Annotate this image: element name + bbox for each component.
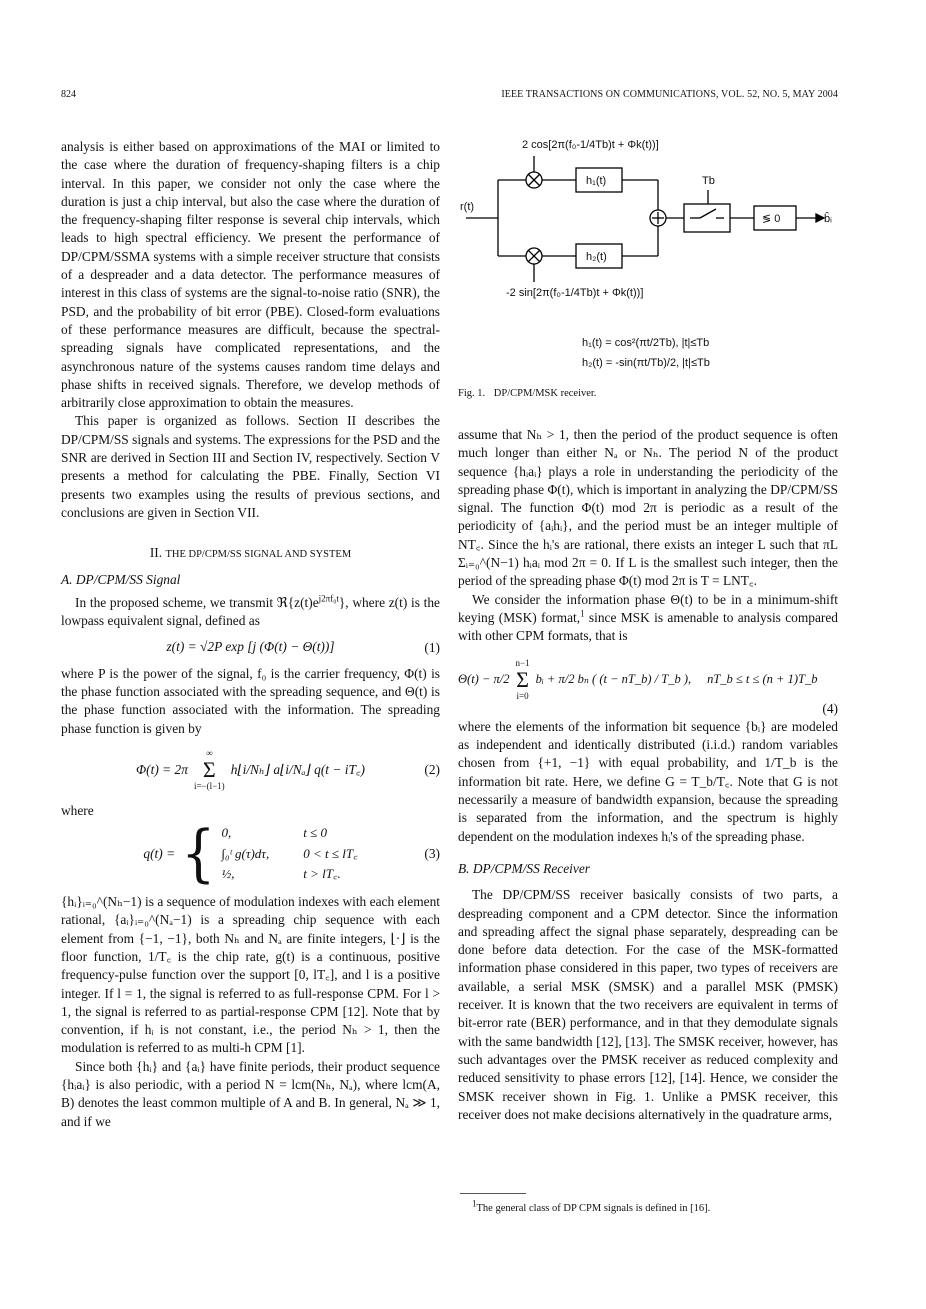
lower-carrier-label: -2 sin[2π(f₀-1/4Tb)t + Φk(t))] bbox=[506, 287, 644, 299]
piecewise-cases bbox=[221, 824, 357, 883]
tb-label: Tb bbox=[702, 175, 715, 187]
running-header: IEEE TRANSACTIONS ON COMMUNICATIONS, VOL. 52, NO. 5, MAY 2004 bbox=[501, 89, 838, 100]
output-label: b̂ᵢ bbox=[824, 213, 832, 225]
text: We consider the information phase Θ(t) to be in a minimum-shift keying (MSK) format, bbox=[458, 591, 838, 625]
page-number: 824 bbox=[61, 89, 76, 100]
section-number: II. bbox=[149, 545, 163, 561]
footnote bbox=[472, 1198, 711, 1214]
figure-caption bbox=[458, 388, 596, 399]
section-heading bbox=[61, 544, 440, 564]
paragraph: assume that Nₕ > 1, then the period of the product sequence is often much longer than either Nₐ or Nₕ. The period N of the product sequence {hᵢaᵢ} plays a role in understanding the periodicity of the spreading phase Φ(t), which is important in analyzing the DP/CPM/SS signal. The function Φ(t) mod 2π is periodic as a result of the periodicity of {aᵢhᵢ}, and the period must be an integer multiple of NT꜀. Since the hᵢ's are rational, there exists an integer L such that πL Σᵢ₌₀^(N−1) hᵢaᵢ mod 2π = 0. If L is the smallest such integer, then the period of the spreading phase Φ(t) mod 2π is T = LNT꜀. bbox=[458, 427, 838, 589]
h1-definition: h₁(t) = cos²(πt/2Tb), |t|≤Tb bbox=[582, 337, 710, 349]
h2-label: h₂(t) bbox=[586, 251, 607, 263]
equation-3 bbox=[61, 816, 440, 890]
footnote-marker: 1 bbox=[580, 608, 585, 619]
case-value: ∫₀ᵗ g(τ)dτ, bbox=[221, 845, 270, 861]
paragraph: The DP/CPM/SS receiver basically consists of two parts, a despreading component and a CPM detector. Since the information and spreading affect the signal phase separately, despreading can be done before data detection. For the case of the MSK-formatted information phase considered in this paper, two types of receivers are available, a serial MSK (SMSK) and a parallel MSK (PMSK) receiver. It is known that the two receivers are equivalent in terms of bit-error rate (BER) performance, and in that they demodulate signals with the same bandwidth [12], [13]. The SMSK receiver, however, has such advantages over the PMSK receiver as reduced complexity and reduced sensitivity to phase errors [12], [14]. Hence, we consider the SMSK receiver shown in Fig. 1. Unlike a PMSK receiver, this receiver does not make decisions alternatively in the quadrature arms, bbox=[458, 887, 838, 1122]
equation-lhs: Φ(t) = 2π bbox=[135, 761, 188, 777]
caption-label: Fig. 1. bbox=[458, 388, 486, 399]
equation-lhs: Θ(t) − π/2 bbox=[458, 672, 510, 687]
case-condition: t > lT꜀. bbox=[303, 865, 341, 881]
equation-middle: bᵢ + π/2 bₙ ( (t − nT_b) / T_b ), bbox=[535, 672, 692, 687]
paragraph bbox=[458, 591, 838, 646]
switch-icon bbox=[700, 209, 716, 218]
h2-definition: h₂(t) = -sin(πt/Tb)/2, |t|≤Tb bbox=[582, 357, 710, 369]
right-column bbox=[458, 426, 838, 1124]
summation bbox=[516, 658, 530, 702]
paragraph: where the elements of the information bit sequence {bᵢ} are modeled as independent and identically distributed (i.i.d.) random variables chosen from {+1, −1} with equal probability, and 1/T_b is the information bit rate. Here, we define G = T_b/T꜀. Note that G is not necessarily a measure of bandwidth expansion, because the spreading is separated from the information, and the spectrum is highly dependent on the modulation indexes hᵢ's of the spreading phase. bbox=[458, 718, 838, 844]
equation-body: z(t) = √2P exp [j (Φ(t) − Θ(t))] bbox=[166, 639, 335, 655]
paragraph: analysis is either based on approximations of the MAI or limited to the case where the duration of frequency-shaping filters is a chip interval. In this paper, we consider not only the case where the duration is just a chip interval, but also the case where the duration of the frequency-shaping filter response is several chip intervals, which leads to high spectral efficiency. We present the performance of DP/CPM/SSMA systems with a simple receiver structure that consists of a despreader and a data detector. The performance measures of interest in this class of systems are the signal-to-noise ratio (SNR), the PSD, and the probability of bit error (PBE). Closed-form evaluations of these performance measures are difficult, because the spectral-spreading signals have complicated representations, and the asynchronous nature of the systems causes random time delays and phase shifts in received signals. Therefore, we develop methods of arbitrarily close approximation to obtain the measures. bbox=[61, 139, 440, 411]
equation-number: (2) bbox=[424, 761, 440, 777]
brace-icon: { bbox=[181, 816, 216, 890]
summation bbox=[194, 748, 225, 792]
paragraph bbox=[61, 594, 440, 631]
case-condition: 0 < t ≤ lT꜀ bbox=[303, 845, 358, 861]
equation-lhs: q(t) = bbox=[143, 845, 176, 861]
footnote-text: The general class of DP CPM signals is defined in [16]. bbox=[476, 1203, 711, 1214]
upper-carrier-label: 2 cos[2π(f₀-1/4Tb)t + Φk(t))] bbox=[522, 139, 659, 151]
paragraph: This paper is organized as follows. Section II describes the DP/CPM/SS signals and systems. The expressions for the PSD and the SNR are derived in Section III and Section IV, respectively. Section V presents a method for calculating the PBE. Finally, Section VI presents two examples using the results of previous sections, and conclusions are given in Section VII. bbox=[61, 413, 440, 520]
exponent: j2πf₀t bbox=[318, 593, 339, 604]
h1-label: h₁(t) bbox=[586, 175, 607, 187]
paragraph: where bbox=[61, 802, 94, 818]
equation-number: (1) bbox=[424, 639, 440, 655]
paragraph: {hᵢ}ᵢ₌₀^(Nₕ−1) is a sequence of modulation indexes with each element rational, {aᵢ}ᵢ₌₀^(Nₐ−1) is a spreading chip sequence with each element from {−1, −1}, both Nₕ and Nₐ are finite integers, ⌊·⌋ is the floor function, 1/T꜀ is the chip rate, g(t) is a continuous, positive frequency-pulse function over the support [0, lT꜀], and l is a positive integer. If l = 1, the signal is referred to as full-response CPM. For l > 1, the signal is referred to as partial-response CPM [12]. Note that by convention, if hᵢ is not constant, i.e., the period Nₕ > 1, then the modulation is referred to as multi-h CPM [1]. bbox=[61, 894, 440, 1056]
equation-1 bbox=[61, 638, 440, 656]
text: In the proposed scheme, we transmit ℜ{z(t)e bbox=[75, 594, 319, 610]
equation-number: (4) bbox=[822, 700, 838, 716]
subsection-heading: B. DP/CPM/SS Receiver bbox=[458, 860, 590, 876]
sum-lower: i=0 bbox=[516, 690, 529, 701]
sigma-icon: Σ bbox=[202, 756, 216, 782]
sum-upper: n−1 bbox=[515, 657, 530, 668]
equation-number: (3) bbox=[424, 845, 440, 861]
case-value: ½, bbox=[221, 865, 235, 881]
equation-condition: nT_b ≤ t ≤ (n + 1)T_b bbox=[707, 672, 818, 687]
input-label: r(t) bbox=[460, 201, 475, 213]
section-title: THE DP/CPM/SS SIGNAL AND SYSTEM bbox=[165, 549, 352, 561]
case-value: 0, bbox=[221, 825, 232, 841]
sum-lower: i=−(l−1) bbox=[193, 780, 225, 791]
receiver-block-diagram bbox=[458, 130, 838, 380]
text: }, where z(t) is the lowpass equivalent signal, defined as bbox=[61, 594, 440, 629]
footnote-divider bbox=[460, 1193, 526, 1194]
equation-4 bbox=[458, 657, 838, 701]
left-column bbox=[61, 138, 440, 1131]
sigma-icon: Σ bbox=[516, 666, 529, 692]
caption-text: DP/CPM/MSK receiver. bbox=[493, 388, 597, 399]
paragraph: where P is the power of the signal, f₀ is the carrier frequency, Φ(t) is the phase function associated with the spreading sequence, and Θ(t) is the phase function associated with the information. The spreading phase function is given by bbox=[61, 665, 440, 736]
case-condition: t ≤ 0 bbox=[303, 825, 327, 841]
sum-upper: ∞ bbox=[206, 747, 213, 758]
text: since MSK is amenable to analysis compared with other CPM formats, that is bbox=[458, 609, 838, 644]
paragraph: Since both {hᵢ} and {aᵢ} have finite periods, their product sequence {hᵢaᵢ} is also periodic, with a period N = lcm(Nₕ, Nₐ), where lcm(A, B) denotes the least common multiple of A and B. In general, Nₐ ≫ 1, and if we bbox=[61, 1058, 440, 1129]
subsection-heading: A. DP/CPM/SS Signal bbox=[61, 571, 181, 587]
footnote-mark: 1 bbox=[472, 1198, 477, 1209]
output-arrow-icon bbox=[816, 214, 824, 222]
equation-rhs: h⌊i/Nₕ⌋ a⌊i/Nₐ⌋ q(t − iT꜀) bbox=[230, 761, 365, 777]
equation-2 bbox=[61, 748, 440, 792]
decision-label: ≶ 0 bbox=[762, 213, 781, 225]
